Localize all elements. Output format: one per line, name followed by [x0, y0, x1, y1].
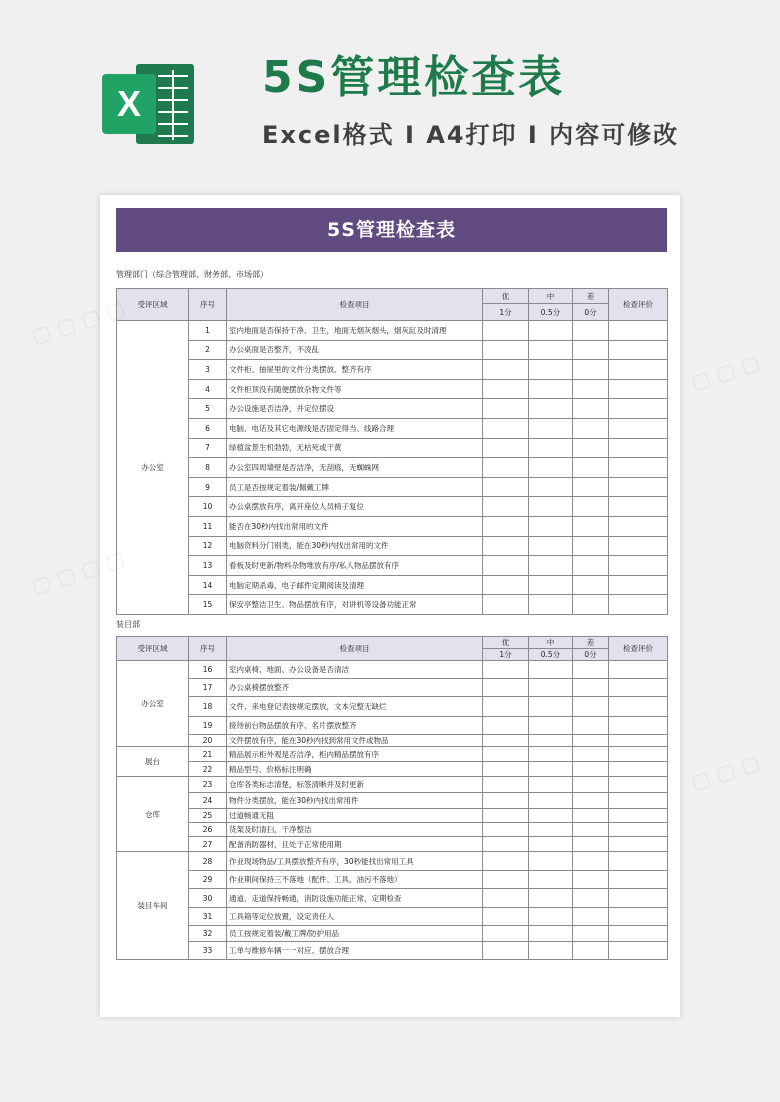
col-good: 优 [483, 289, 529, 304]
row-number: 6 [189, 418, 227, 438]
row-number: 11 [189, 516, 227, 536]
score-good-cell[interactable] [483, 809, 529, 823]
evaluation-cell[interactable] [609, 321, 668, 341]
col-no: 序号 [189, 637, 227, 661]
score-good-cell[interactable] [483, 458, 529, 478]
score-good-cell[interactable] [483, 379, 529, 399]
score-good-cell[interactable] [483, 837, 529, 852]
evaluation-cell[interactable] [609, 735, 668, 747]
row-number: 15 [189, 595, 227, 615]
row-number: 19 [189, 717, 227, 735]
check-item: 工具箱等定位放置，设定责任人 [227, 908, 483, 926]
score-bad-cell[interactable] [573, 793, 609, 809]
col-bad: 差 [573, 637, 609, 649]
score-good-cell[interactable] [483, 717, 529, 735]
score-bad-cell[interactable] [573, 379, 609, 399]
evaluation-cell[interactable] [609, 837, 668, 852]
evaluation-cell[interactable] [609, 777, 668, 793]
row-number: 27 [189, 837, 227, 852]
check-item: 看板及时更新/物料杂物堆放有序/私人物品摆放有序 [227, 556, 483, 576]
row-number: 18 [189, 697, 227, 717]
table-row [117, 661, 668, 679]
table-row [117, 340, 668, 360]
table-row [117, 697, 668, 717]
row-number: 14 [189, 575, 227, 595]
area-cell: 仓库 [117, 777, 189, 852]
evaluation-cell[interactable] [609, 747, 668, 762]
score-mid-cell[interactable] [529, 942, 573, 960]
check-item: 绿植盆景生机勃勃，无枯死或干黄 [227, 438, 483, 458]
check-item: 文件摆放有序，能在30秒内找到常用文件或物品 [227, 735, 483, 747]
check-item: 工单与维修车辆一一对应、摆放合理 [227, 942, 483, 960]
table-row [117, 556, 668, 576]
score-mid-cell[interactable] [529, 777, 573, 793]
evaluation-cell[interactable] [609, 340, 668, 360]
score-bad-cell[interactable] [573, 399, 609, 419]
area-cell: 装目车间 [117, 852, 189, 960]
table-row [117, 889, 668, 908]
score-bad-cell[interactable] [573, 595, 609, 615]
score-mid-cell[interactable] [529, 379, 573, 399]
score-bad-cell[interactable] [573, 575, 609, 595]
score-good-cell[interactable] [483, 679, 529, 697]
col-item: 检查项目 [227, 637, 483, 661]
score-bad-cell[interactable] [573, 823, 609, 837]
score-bad-cell[interactable] [573, 809, 609, 823]
score-mid-cell[interactable] [529, 556, 573, 576]
check-item: 办公桌椅摆放整齐 [227, 679, 483, 697]
table-row [117, 777, 668, 793]
score-good-cell[interactable] [483, 340, 529, 360]
score-good-cell[interactable] [483, 871, 529, 889]
col-bad-score: 0分 [573, 304, 609, 321]
score-bad-cell[interactable] [573, 871, 609, 889]
col-eval: 检查评价 [609, 289, 668, 321]
score-bad-cell[interactable] [573, 340, 609, 360]
row-number: 24 [189, 793, 227, 809]
score-bad-cell[interactable] [573, 497, 609, 517]
check-item: 能否在30秒内找出常用的文件 [227, 516, 483, 536]
evaluation-cell[interactable] [609, 556, 668, 576]
evaluation-cell[interactable] [609, 458, 668, 478]
row-number: 2 [189, 340, 227, 360]
score-bad-cell[interactable] [573, 777, 609, 793]
check-item: 文件柜、抽屉里的文件分类摆放、整齐有序 [227, 360, 483, 380]
table-row [117, 717, 668, 735]
score-good-cell[interactable] [483, 360, 529, 380]
row-number: 16 [189, 661, 227, 679]
col-bad: 差 [573, 289, 609, 304]
evaluation-cell[interactable] [609, 536, 668, 556]
evaluation-cell[interactable] [609, 697, 668, 717]
score-mid-cell[interactable] [529, 438, 573, 458]
score-good-cell[interactable] [483, 823, 529, 837]
check-item: 精品展示柜外观是否洁净，柜内精品摆放有序 [227, 747, 483, 762]
score-bad-cell[interactable] [573, 321, 609, 341]
score-good-cell[interactable] [483, 777, 529, 793]
score-bad-cell[interactable] [573, 908, 609, 926]
row-number: 20 [189, 735, 227, 747]
table-row [117, 908, 668, 926]
check-item: 办公设施是否洁净，并定位摆设 [227, 399, 483, 419]
evaluation-cell[interactable] [609, 477, 668, 497]
score-good-cell[interactable] [483, 735, 529, 747]
check-item: 员工是否按规定着装/佩戴工牌 [227, 477, 483, 497]
checklist-table-2 [116, 636, 668, 960]
check-item: 作业期间保持三不落地（配件、工具、油污不落地） [227, 871, 483, 889]
score-bad-cell[interactable] [573, 837, 609, 852]
table-row [117, 536, 668, 556]
score-good-cell[interactable] [483, 697, 529, 717]
score-bad-cell[interactable] [573, 661, 609, 679]
check-item: 员工按规定着装/戴工牌/防护用品 [227, 926, 483, 942]
score-good-cell[interactable] [483, 595, 529, 615]
score-bad-cell[interactable] [573, 735, 609, 747]
score-mid-cell[interactable] [529, 399, 573, 419]
score-good-cell[interactable] [483, 438, 529, 458]
score-mid-cell[interactable] [529, 497, 573, 517]
evaluation-cell[interactable] [609, 889, 668, 908]
check-item: 办公桌面是否整齐，不凌乱 [227, 340, 483, 360]
table-row [117, 497, 668, 517]
score-mid-cell[interactable] [529, 516, 573, 536]
table-row [117, 575, 668, 595]
col-good-score: 1分 [483, 649, 529, 661]
col-mid: 中 [529, 289, 573, 304]
table-header [117, 637, 668, 661]
col-mid-score: 0.5分 [529, 304, 573, 321]
col-mid-score: 0.5分 [529, 649, 573, 661]
score-mid-cell[interactable] [529, 747, 573, 762]
col-bad-score: 0分 [573, 649, 609, 661]
evaluation-cell[interactable] [609, 418, 668, 438]
score-good-cell[interactable] [483, 852, 529, 871]
check-item: 电脑定期杀毒，电子邮件定期阅读及清理 [227, 575, 483, 595]
col-good-score: 1分 [483, 304, 529, 321]
check-item: 精品型号、价格标注明确 [227, 762, 483, 777]
score-good-cell[interactable] [483, 418, 529, 438]
area-cell: 办公室 [117, 661, 189, 747]
row-number: 5 [189, 399, 227, 419]
evaluation-cell[interactable] [609, 852, 668, 871]
score-bad-cell[interactable] [573, 926, 609, 942]
table-row [117, 823, 668, 837]
area-cell: 办公室 [117, 321, 189, 615]
table-row [117, 852, 668, 871]
row-number: 13 [189, 556, 227, 576]
table-row [117, 458, 668, 478]
evaluation-cell[interactable] [609, 438, 668, 458]
score-bad-cell[interactable] [573, 556, 609, 576]
evaluation-cell[interactable] [609, 595, 668, 615]
row-number: 26 [189, 823, 227, 837]
document-sheet [100, 195, 680, 1017]
evaluation-cell[interactable] [609, 762, 668, 777]
check-item: 室内桌椅、地面、办公设备是否清洁 [227, 661, 483, 679]
table-row [117, 837, 668, 852]
score-mid-cell[interactable] [529, 679, 573, 697]
table-row [117, 595, 668, 615]
score-mid-cell[interactable] [529, 458, 573, 478]
col-item: 检查项目 [227, 289, 483, 321]
score-bad-cell[interactable] [573, 679, 609, 697]
evaluation-cell[interactable] [609, 575, 668, 595]
score-mid-cell[interactable] [529, 360, 573, 380]
score-mid-cell[interactable] [529, 661, 573, 679]
table-row [117, 438, 668, 458]
score-bad-cell[interactable] [573, 536, 609, 556]
score-good-cell[interactable] [483, 477, 529, 497]
score-bad-cell[interactable] [573, 438, 609, 458]
logo-letter: X [116, 83, 142, 124]
hero-banner [0, 0, 780, 190]
row-number: 22 [189, 762, 227, 777]
table-row [117, 762, 668, 777]
row-number: 32 [189, 926, 227, 942]
table-row [117, 809, 668, 823]
score-good-cell[interactable] [483, 516, 529, 536]
row-number: 7 [189, 438, 227, 458]
check-item: 保安亭整洁卫生、物品摆放有序，对讲机等设备功能正常 [227, 595, 483, 615]
table-row [117, 360, 668, 380]
score-mid-cell[interactable] [529, 852, 573, 871]
table-row [117, 871, 668, 889]
section2-dept-label: 装目部 [116, 620, 140, 629]
evaluation-cell[interactable] [609, 809, 668, 823]
evaluation-cell[interactable] [609, 379, 668, 399]
evaluation-cell[interactable] [609, 661, 668, 679]
check-item: 通道、走道保持畅通，消防设施功能正常，定期检查 [227, 889, 483, 908]
score-mid-cell[interactable] [529, 762, 573, 777]
score-bad-cell[interactable] [573, 747, 609, 762]
score-mid-cell[interactable] [529, 926, 573, 942]
score-bad-cell[interactable] [573, 477, 609, 497]
table-row [117, 516, 668, 536]
score-good-cell[interactable] [483, 793, 529, 809]
row-number: 8 [189, 458, 227, 478]
score-mid-cell[interactable] [529, 477, 573, 497]
score-good-cell[interactable] [483, 399, 529, 419]
area-cell: 展台 [117, 747, 189, 777]
check-item: 电脑资料分门别类，能在30秒内找出常用的文件 [227, 536, 483, 556]
evaluation-cell[interactable] [609, 360, 668, 380]
sheet-title: 5S管理检查表 [116, 208, 667, 252]
score-bad-cell[interactable] [573, 360, 609, 380]
table-body [117, 321, 668, 615]
evaluation-cell[interactable] [609, 823, 668, 837]
row-number: 17 [189, 679, 227, 697]
evaluation-cell[interactable] [609, 793, 668, 809]
score-mid-cell[interactable] [529, 575, 573, 595]
score-mid-cell[interactable] [529, 908, 573, 926]
row-number: 3 [189, 360, 227, 380]
check-item: 仓库各类标志清楚，标签清晰并及时更新 [227, 777, 483, 793]
evaluation-cell[interactable] [609, 908, 668, 926]
section1-dept-label: 管理部门（综合管理部、财务部、市场部） [116, 270, 268, 279]
evaluation-cell[interactable] [609, 942, 668, 960]
check-item: 文件、来电登记表按规定摆放，文本完整无缺烂 [227, 697, 483, 717]
row-number: 30 [189, 889, 227, 908]
row-number: 1 [189, 321, 227, 341]
checklist-table-1 [116, 288, 668, 615]
score-mid-cell[interactable] [529, 536, 573, 556]
hero-title: 5S管理检查表 [262, 52, 566, 103]
score-mid-cell[interactable] [529, 697, 573, 717]
hero-subtitle: Excel格式 I A4打印 I 内容可修改 [262, 121, 680, 149]
score-bad-cell[interactable] [573, 889, 609, 908]
table-body [117, 661, 668, 960]
check-item: 接待前台物品摆放有序、名片摆放整齐 [227, 717, 483, 735]
score-good-cell[interactable] [483, 497, 529, 517]
row-number: 31 [189, 908, 227, 926]
row-number: 23 [189, 777, 227, 793]
row-number: 29 [189, 871, 227, 889]
evaluation-cell[interactable] [609, 516, 668, 536]
evaluation-cell[interactable] [609, 497, 668, 517]
row-number: 10 [189, 497, 227, 517]
score-mid-cell[interactable] [529, 340, 573, 360]
table-row [117, 379, 668, 399]
score-good-cell[interactable] [483, 556, 529, 576]
score-good-cell[interactable] [483, 889, 529, 908]
evaluation-cell[interactable] [609, 679, 668, 697]
score-bad-cell[interactable] [573, 516, 609, 536]
evaluation-cell[interactable] [609, 717, 668, 735]
excel-logo-icon [100, 58, 198, 150]
score-good-cell[interactable] [483, 908, 529, 926]
table-row [117, 735, 668, 747]
table-row [117, 679, 668, 697]
check-item: 配备消防器材，且处于正常使用期 [227, 837, 483, 852]
score-good-cell[interactable] [483, 536, 529, 556]
score-mid-cell[interactable] [529, 889, 573, 908]
score-mid-cell[interactable] [529, 809, 573, 823]
score-bad-cell[interactable] [573, 852, 609, 871]
table-row [117, 321, 668, 341]
check-item: 电脑、电话及其它电源线是否固定得当、线路合理 [227, 418, 483, 438]
col-eval: 检查评价 [609, 637, 668, 661]
evaluation-cell[interactable] [609, 399, 668, 419]
score-mid-cell[interactable] [529, 735, 573, 747]
table-row [117, 477, 668, 497]
score-mid-cell[interactable] [529, 595, 573, 615]
score-bad-cell[interactable] [573, 762, 609, 777]
check-item: 文件柜顶没有随便摆放杂物文件等 [227, 379, 483, 399]
row-number: 9 [189, 477, 227, 497]
score-mid-cell[interactable] [529, 823, 573, 837]
col-good: 优 [483, 637, 529, 649]
score-mid-cell[interactable] [529, 793, 573, 809]
check-item: 物件分类摆放，能在30秒内找出常用件 [227, 793, 483, 809]
score-mid-cell[interactable] [529, 321, 573, 341]
evaluation-cell[interactable] [609, 926, 668, 942]
table-row [117, 793, 668, 809]
score-mid-cell[interactable] [529, 717, 573, 735]
score-good-cell[interactable] [483, 321, 529, 341]
score-bad-cell[interactable] [573, 458, 609, 478]
score-mid-cell[interactable] [529, 418, 573, 438]
row-number: 12 [189, 536, 227, 556]
score-mid-cell[interactable] [529, 871, 573, 889]
col-mid: 中 [529, 637, 573, 649]
score-mid-cell[interactable] [529, 837, 573, 852]
check-item: 办公室四周墙壁是否洁净，无刮痕，无蜘蛛网 [227, 458, 483, 478]
row-number: 33 [189, 942, 227, 960]
score-bad-cell[interactable] [573, 697, 609, 717]
table-row [117, 747, 668, 762]
check-item: 过道畅通无阻 [227, 809, 483, 823]
score-good-cell[interactable] [483, 747, 529, 762]
evaluation-cell[interactable] [609, 871, 668, 889]
row-number: 28 [189, 852, 227, 871]
table-row [117, 926, 668, 942]
table-row [117, 399, 668, 419]
score-good-cell[interactable] [483, 575, 529, 595]
col-area: 受评区域 [117, 289, 189, 321]
check-item: 办公桌摆放有序，离开座位人员椅子复位 [227, 497, 483, 517]
col-area: 受评区域 [117, 637, 189, 661]
score-good-cell[interactable] [483, 942, 529, 960]
score-bad-cell[interactable] [573, 717, 609, 735]
score-good-cell[interactable] [483, 926, 529, 942]
table-row [117, 418, 668, 438]
score-bad-cell[interactable] [573, 418, 609, 438]
table-row [117, 942, 668, 960]
table-header [117, 289, 668, 321]
row-number: 25 [189, 809, 227, 823]
check-item: 室内地面是否保持干净、卫生，地面无烟灰烟头，烟灰缸及时清理 [227, 321, 483, 341]
check-item: 作业现场物品/工具摆放整齐有序，30秒能找出常用工具 [227, 852, 483, 871]
check-item: 货架及时清扫，干净整洁 [227, 823, 483, 837]
score-bad-cell[interactable] [573, 942, 609, 960]
col-no: 序号 [189, 289, 227, 321]
score-good-cell[interactable] [483, 762, 529, 777]
score-good-cell[interactable] [483, 661, 529, 679]
row-number: 21 [189, 747, 227, 762]
row-number: 4 [189, 379, 227, 399]
